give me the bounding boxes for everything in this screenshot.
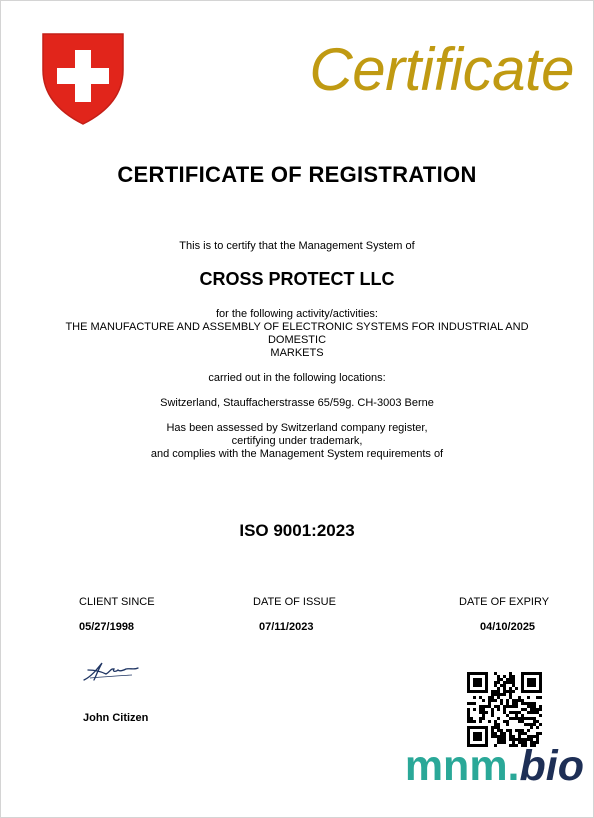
assessment-line-3: and complies with the Management System requirements of [150,448,444,460]
activity-line-1: THE MANUFACTURE AND ASSEMBLY OF ELECTRONIC SYSTEMS FOR INDUSTRIAL AND [65,321,529,333]
activity-lead: for the following activity/activities: [215,308,378,320]
standard-name: ISO 9001:2023 [239,521,355,540]
locations-lead: carried out in the following locations: [208,372,386,384]
client-since-value: 05/27/1998 [79,621,135,633]
signatory-name: John Citizen [83,712,149,724]
activity-line-3: MARKETS [270,347,324,359]
assessment-block [0,422,594,461]
expiry-date-value: 04/10/2025 [480,621,536,633]
assessment-line-2: certifying under trademark, [231,435,363,447]
signature-image [80,658,142,686]
page-title: CERTIFICATE OF REGISTRATION [117,162,477,187]
brand-part-1: mnm. [404,742,520,790]
brand-watermark [404,742,584,790]
intro-text: This is to certify that the Management System of [179,240,415,252]
expiry-date-label: DATE OF EXPIRY [459,596,550,608]
client-since-label: CLIENT SINCE [79,596,155,608]
activity-line-2: DOMESTIC [267,334,327,346]
issue-date-value: 07/11/2023 [259,621,314,633]
brand-part-2: bio [519,742,584,790]
issue-date-label: DATE OF ISSUE [253,596,336,608]
swiss-cross-shield-icon [39,30,127,126]
activity-block [0,308,594,360]
assessment-line-1: Has been assessed by Switzerland company register, [166,422,428,434]
location-address: Switzerland, Stauffacherstrasse 65/59g. CH-3003 Berne [160,397,434,409]
certificate-heading: Certificate [309,36,574,103]
qr-code-icon [467,672,542,747]
company-name: CROSS PROTECT LLC [199,269,395,289]
